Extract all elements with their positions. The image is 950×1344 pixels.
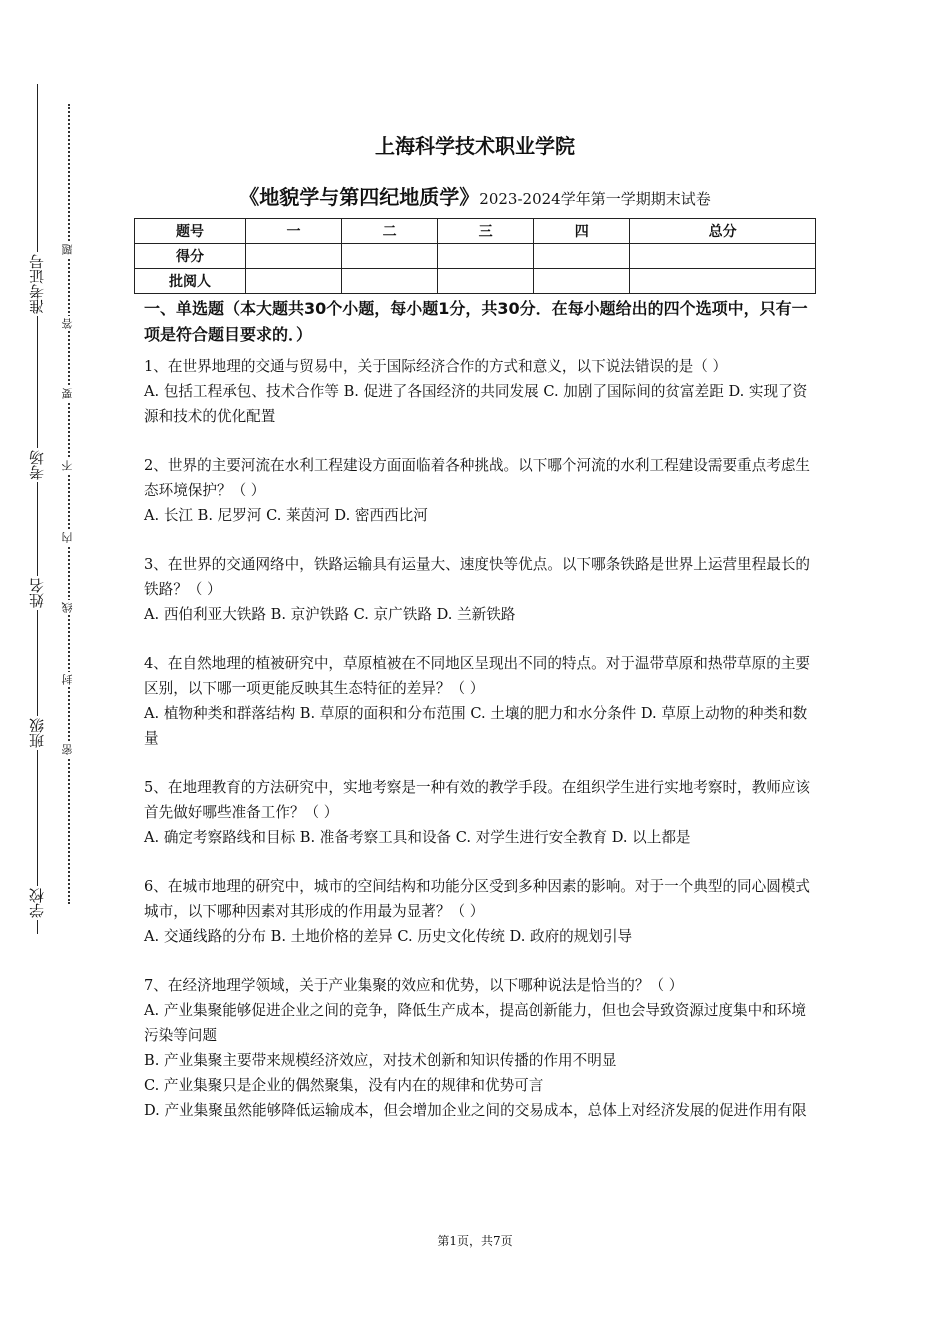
grader-cell xyxy=(534,269,630,294)
page-number: 第1页，共7页 xyxy=(437,1234,513,1248)
question-5 xyxy=(144,775,812,850)
score-cell xyxy=(438,244,534,269)
binding-dotted-line xyxy=(68,104,70,904)
question-stem: 4、在自然地理的植被研究中，草原植被在不同地区呈现出不同的特点。对于温带草原和热带草原的主要区别，以下哪一项更能反映其生态特征的差异？（ ） xyxy=(144,655,811,697)
seal-char: 答 xyxy=(61,318,74,329)
name-label: 姓名 xyxy=(22,576,52,610)
grader-cell xyxy=(342,269,438,294)
seal-char: 线 xyxy=(61,602,74,613)
score-table xyxy=(134,218,816,294)
seal-char: 题 xyxy=(61,244,74,255)
grader-row xyxy=(135,269,816,294)
score-cell xyxy=(246,244,342,269)
course-title: 《地貌学与第四纪地质学》 xyxy=(239,185,480,209)
seal-char: 密 xyxy=(61,744,74,755)
seal-char: 不 xyxy=(61,460,74,471)
question-4 xyxy=(144,651,812,751)
score-row xyxy=(135,244,816,269)
col-header: 一 xyxy=(246,219,342,244)
question-stem: 2、世界的主要河流在水利工程建设方面面临着各种挑战。以下哪个河流的水利工程建设需要重点考虑生态环境保护？（ ） xyxy=(144,457,811,499)
question-7 xyxy=(144,973,812,1123)
col-header: 四 xyxy=(534,219,630,244)
row-header: 批阅人 xyxy=(135,269,246,294)
seal-char: 要 xyxy=(61,388,74,399)
grader-cell xyxy=(630,269,816,294)
row-header: 得分 xyxy=(135,244,246,269)
exam-title xyxy=(0,181,950,210)
question-stem: 5、在地理教育的方法研究中，实地考察是一种有效的教学手段。在组织学生进行实地考察时，教师应该首先做好哪些准备工作？（ ） xyxy=(144,779,811,821)
option-b: B. 产业集聚主要带来规模经济效应，对技术创新和知识传播的作用不明显 xyxy=(144,1052,617,1069)
question-stem: 6、在城市地理的研究中，城市的空间结构和功能分区受到多种因素的影响。对于一个典型的同心圆模式城市，以下哪种因素对其形成的作用最为显著？（ ） xyxy=(144,878,811,920)
score-table-header-row xyxy=(135,219,816,244)
question-stem: 7、在经济地理学领域，关于产业集聚的效应和优势，以下哪种说法是恰当的？（ ） xyxy=(144,977,684,994)
exam-content xyxy=(144,296,812,1147)
class-label: 班级 xyxy=(22,716,52,750)
col-header: 总分 xyxy=(630,219,816,244)
col-header: 二 xyxy=(342,219,438,244)
col-header: 三 xyxy=(438,219,534,244)
question-stem: 1、在世界地理的交通与贸易中，关于国际经济合作的方式和意义，以下说法错误的是（ ） xyxy=(144,358,728,375)
question-options: A. 西伯利亚大铁路 B. 京沪铁路 C. 京广铁路 D. 兰新铁路 xyxy=(144,606,516,623)
section-title: 一、单选题（本大题共30个小题，每小题1分，共30分．在每小题给出的四个选项中，只有一项是符合题目要求的．） xyxy=(144,299,808,344)
question-3 xyxy=(144,552,812,627)
score-cell xyxy=(534,244,630,269)
question-6 xyxy=(144,874,812,949)
question-2 xyxy=(144,453,812,528)
binding-solid-line xyxy=(37,84,38,934)
grader-cell xyxy=(246,269,342,294)
school-name: 上海科学技术职业学院 xyxy=(375,134,575,158)
seal-char: 封 xyxy=(61,674,74,685)
question-options: A. 植物种类和群落结构 B. 草原的面积和分布范围 C. 土壤的肥力和水分条件 D. 草原上动物的种类和数量 xyxy=(144,705,808,747)
question-options: A. 长江 B. 尼罗河 C. 莱茵河 D. 密西西比河 xyxy=(144,507,428,524)
school-label: 学校 xyxy=(22,886,52,920)
score-cell xyxy=(342,244,438,269)
col-header: 题号 xyxy=(135,219,246,244)
grader-cell xyxy=(438,269,534,294)
score-cell xyxy=(630,244,816,269)
seal-char: 内 xyxy=(61,532,74,543)
term-title: 2023-2024学年第一学期期末试卷 xyxy=(479,190,711,208)
exam-room-label: 考场 xyxy=(22,448,52,482)
question-options: A. 确定考察路线和目标 B. 准备考察工具和设备 C. 对学生进行安全教育 D. 以上都是 xyxy=(144,829,691,846)
question-1 xyxy=(144,354,812,429)
option-d: D. 产业集聚虽然能够降低运输成本，但会增加企业之间的交易成本，总体上对经济发展的促进作用有限 xyxy=(144,1102,807,1119)
option-c: C. 产业集聚只是企业的偶然聚集，没有内在的规律和优势可言 xyxy=(144,1077,544,1094)
question-stem: 3、在世界的交通网络中，铁路运输具有运量大、速度快等优点。以下哪条铁路是世界上运营里程最长的铁路？（ ） xyxy=(144,556,811,598)
exam-number-label: 准考证号 xyxy=(22,252,52,316)
option-a: A. 产业集聚能够促进企业之间的竞争，降低生产成本，提高创新能力，但也会导致资源过度集中和环境污染等问题 xyxy=(144,1002,806,1044)
question-options: A. 包括工程承包、技术合作等 B. 促进了各国经济的共同发展 C. 加剧了国际间的贫富差距 D. 实现了资源和技术的优化配置 xyxy=(144,383,808,425)
question-options: A. 交通线路的分布 B. 土地价格的差异 C. 历史文化传统 D. 政府的规划引导 xyxy=(144,928,633,945)
